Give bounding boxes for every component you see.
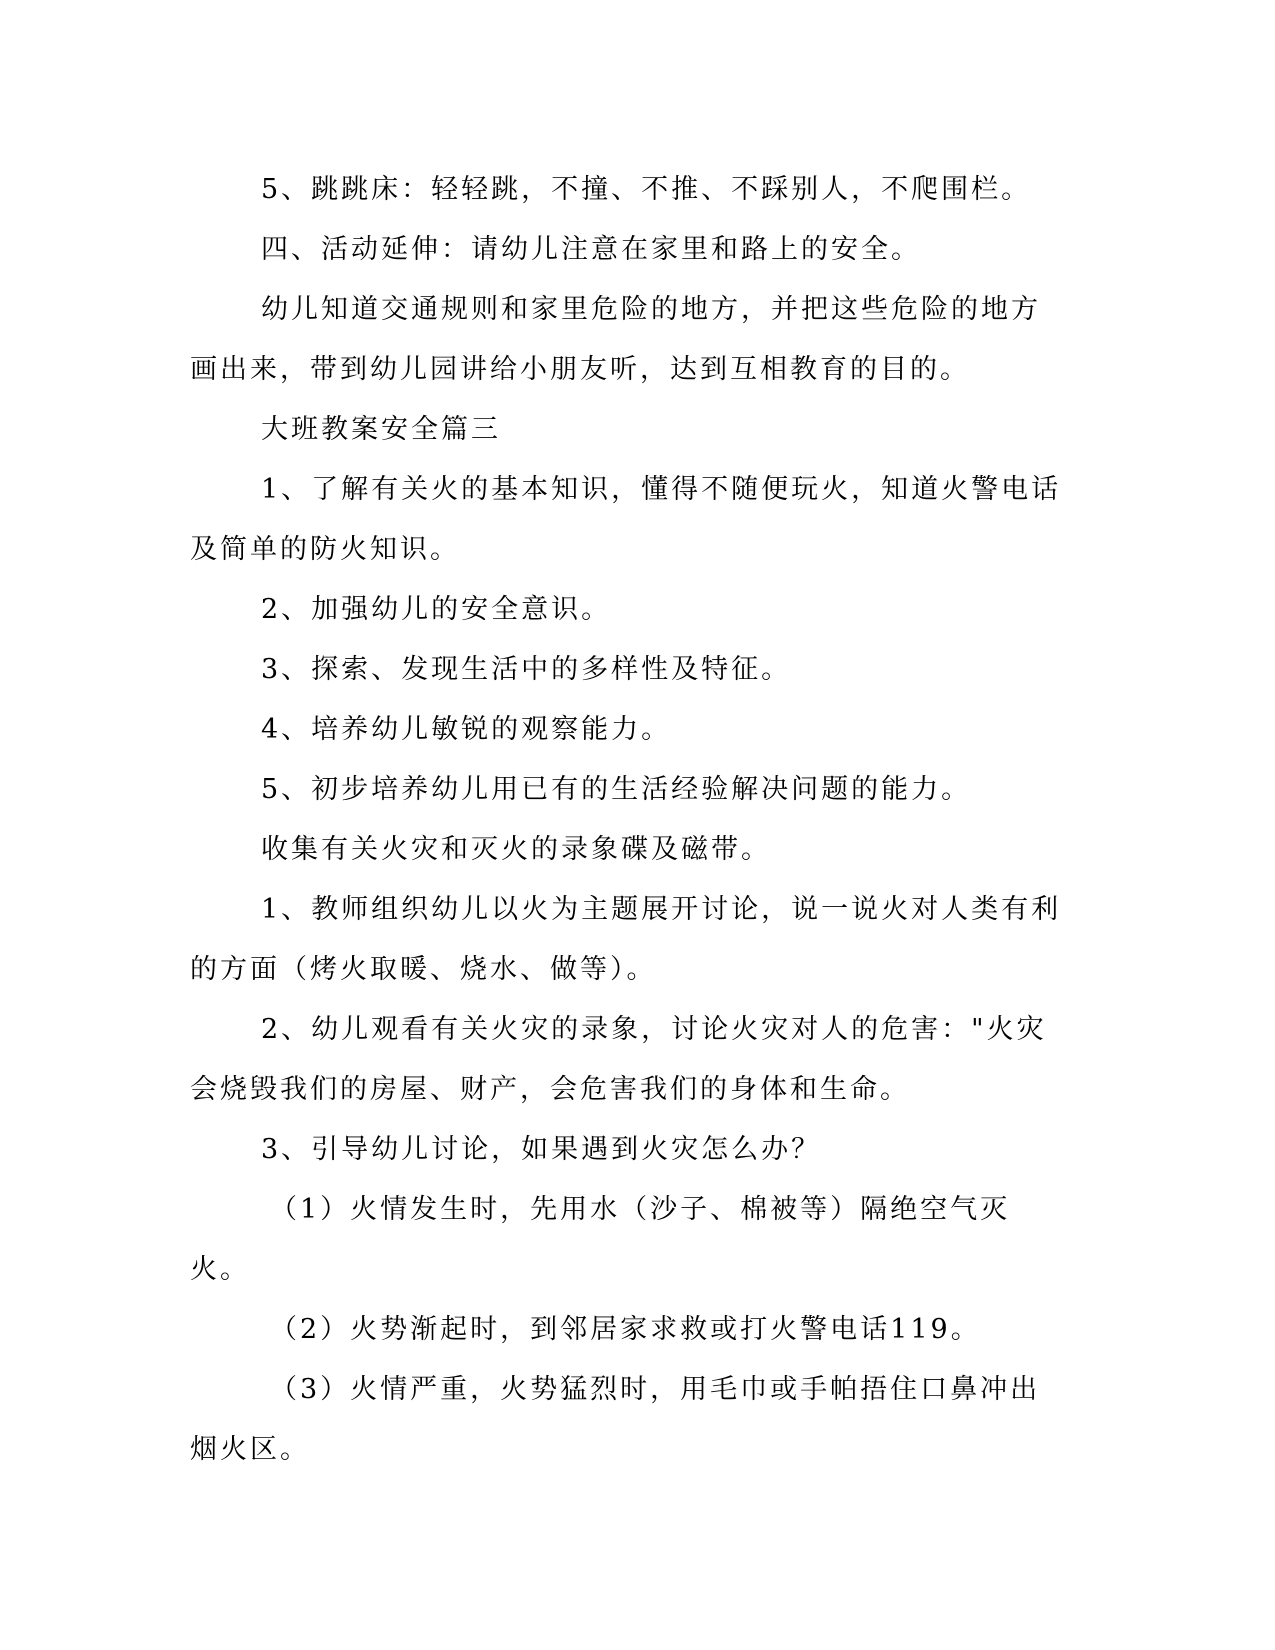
paragraph: 4、培养幼儿敏锐的观察能力。 (261, 714, 672, 745)
paragraph: 3、探索、发现生活中的多样性及特征。 (261, 654, 792, 685)
paragraph: 2、加强幼儿的安全意识。 (261, 594, 612, 625)
paragraph: （1）火情发生时，先用水（沙子、棉被等）隔绝空气灭火。 (190, 1194, 1011, 1285)
paragraph: 5、跳跳床：轻轻跳，不撞、不推、不踩别人，不爬围栏。 (261, 174, 1032, 205)
paragraph: 3、引导幼儿讨论，如果遇到火灾怎么办？ (261, 1134, 822, 1165)
paragraph: 幼儿知道交通规则和家里危险的地方，并把这些危险的地方画出来，带到幼儿园讲给小朋友听，达到互相教育的目的。 (190, 294, 1041, 385)
paragraph: 5、初步培养幼儿用已有的生活经验解决问题的能力。 (261, 774, 972, 805)
paragraph: 四、活动延伸：请幼儿注意在家里和路上的安全。 (261, 234, 921, 265)
document-body (190, 160, 1070, 1480)
section-heading: 大班教案安全篇三 (261, 414, 501, 445)
paragraph: （3）火情严重，火势猛烈时，用毛巾或手帕捂住口鼻冲出烟火区。 (190, 1374, 1041, 1465)
paragraph: 收集有关火灾和灭火的录象碟及磁带。 (261, 834, 771, 865)
paragraph: 1、教师组织幼儿以火为主题展开讨论，说一说火对人类有利的方面（烤火取暖、烧水、做等）。 (190, 894, 1062, 985)
paragraph: （2）火势渐起时，到邻居家求救或打火警电话119。 (270, 1314, 981, 1345)
paragraph: 2、幼儿观看有关火灾的录象，讨论火灾对人的危害："火灾会烧毁我们的房屋、财产，会危害我们的身体和生命。 (190, 1014, 1047, 1105)
paragraph: 1、了解有关火的基本知识，懂得不随便玩火，知道火警电话及简单的防火知识。 (190, 474, 1062, 565)
